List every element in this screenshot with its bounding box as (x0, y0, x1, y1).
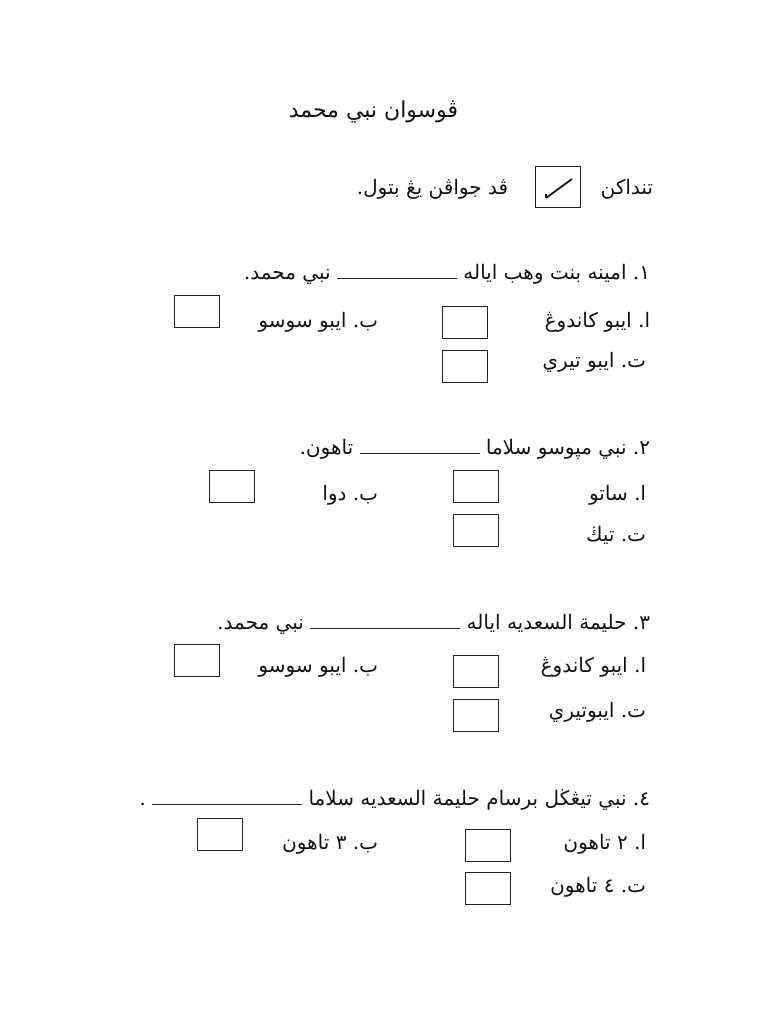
question-text-start: حليمة السعديه اياله (466, 610, 627, 634)
question-number: ١. (632, 260, 650, 284)
option-b-label: ب. ايبو سوسو (258, 653, 378, 677)
option-c-checkbox[interactable] (465, 872, 511, 905)
question-text-start: امينه بنت وهب اياله (463, 260, 627, 284)
question-text-end: نبي محمد. (243, 260, 331, 284)
option-a-label: ا. ايبو كاندوڠ (544, 308, 650, 332)
question-number: ٤. (632, 786, 650, 810)
question-4-text (139, 788, 650, 808)
option-a-checkbox[interactable] (465, 829, 511, 862)
option-a-label: ا. ايبو كاندوڠ (540, 653, 646, 677)
instruction-text-start: تنداكن (600, 175, 653, 199)
question-number: ٢. (632, 435, 650, 459)
question-text-end: تاهون. (299, 435, 354, 459)
option-b-label: ب. دوا (322, 481, 378, 505)
option-a-checkbox[interactable] (442, 306, 488, 339)
option-b-checkbox[interactable] (174, 644, 220, 677)
question-3-text (217, 612, 650, 632)
option-a-checkbox[interactable] (453, 470, 499, 503)
question-2-text (300, 437, 650, 457)
option-b-checkbox[interactable] (197, 818, 243, 851)
example-checkbox (535, 166, 581, 208)
option-a-label: ا. ٢ تاهون (563, 830, 646, 854)
option-b-label: ب. ٣ تاهون (282, 830, 378, 854)
checkmark-icon (536, 167, 582, 209)
option-b-checkbox[interactable] (174, 295, 220, 328)
question-number: ٣. (632, 610, 650, 634)
option-b-label: ب. ايبو سوسو (258, 308, 378, 332)
option-a-checkbox[interactable] (453, 655, 499, 688)
option-b-checkbox[interactable] (209, 470, 255, 503)
option-c-label: ت. ٤ تاهون (550, 873, 646, 897)
option-c-label: ت. ايبوتيري (548, 698, 646, 722)
question-1-text (244, 262, 650, 282)
answer-blank (337, 278, 457, 279)
question-text-end: . (139, 786, 146, 810)
option-c-label: ت. تيڬ (586, 522, 646, 546)
instruction-text-end: ڤد جواڤن يڠ بتول. (356, 175, 508, 199)
option-c-checkbox[interactable] (453, 514, 499, 547)
option-c-checkbox[interactable] (453, 699, 499, 732)
answer-blank (310, 628, 460, 629)
option-a-label: ا. ساتو (588, 481, 646, 505)
option-c-label: ت. ايبو تيري (542, 348, 646, 372)
option-c-checkbox[interactable] (442, 350, 488, 383)
answer-blank (152, 804, 302, 805)
question-text-start: نبي تيڠڬل برسام حليمة السعديه سلاما (308, 786, 627, 810)
answer-blank (360, 453, 480, 454)
page-title: ڤوسوان نبي محمد (288, 98, 458, 123)
question-text-start: نبي مپوسو سلاما (485, 435, 627, 459)
question-text-end: نبي محمد. (217, 610, 304, 634)
